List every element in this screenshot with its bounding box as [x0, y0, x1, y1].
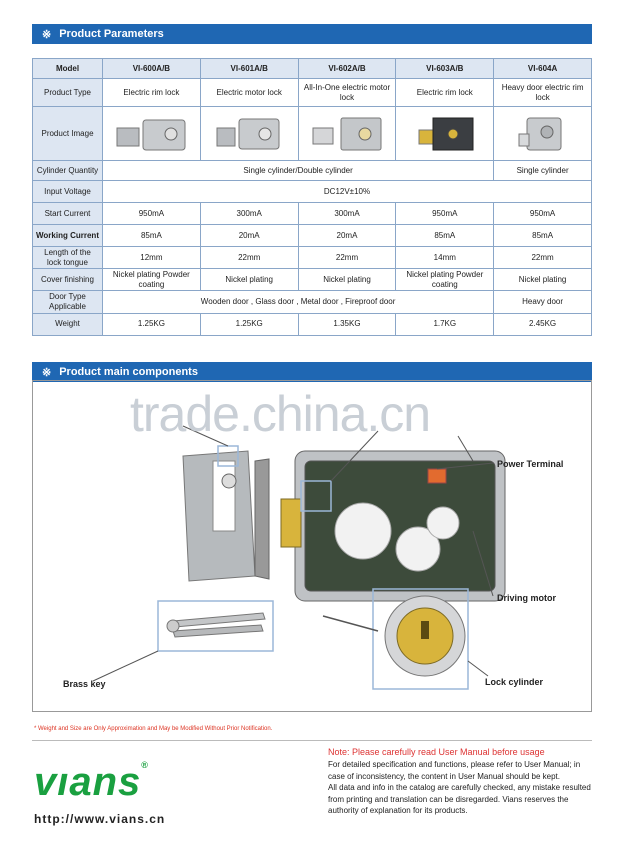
cylinder-cell: Single cylinder — [494, 161, 592, 181]
cylinder-cell: Single cylinder/Double cylinder — [103, 161, 494, 181]
product-image — [494, 107, 592, 161]
weight-cell: 1.25KG — [200, 313, 298, 335]
type-cell: Electric rim lock — [396, 79, 494, 107]
cover-cell: Nickel plating — [494, 269, 592, 291]
voltage-cell: DC12V±10% — [103, 181, 592, 203]
brand-logo — [34, 760, 149, 805]
table-row — [33, 247, 592, 269]
notice-title: Note: Please carefully read User Manual before usage — [328, 747, 545, 757]
lock-image — [501, 114, 585, 154]
table-row — [33, 291, 592, 313]
weight-cell: 1.35KG — [298, 313, 396, 335]
model-cell: VI-601A/B — [200, 59, 298, 79]
section-title: Product main components — [59, 366, 198, 378]
door-type-cell: Heavy door — [494, 291, 592, 313]
type-cell: All-In-One electric motor lock — [298, 79, 396, 107]
model-cell: VI-602A/B — [298, 59, 396, 79]
start-current-cell: 950mA — [494, 203, 592, 225]
parameters-table — [32, 58, 592, 336]
lock-image — [305, 114, 389, 154]
type-cell: Heavy door electric rim lock — [494, 79, 592, 107]
table-row — [33, 203, 592, 225]
website-url[interactable]: http://www.vians.cn — [34, 812, 166, 826]
cover-cell: Nickel plating — [200, 269, 298, 291]
label-driving-motor: Driving motor — [497, 593, 557, 603]
label-lock-cylinder: Lock cylinder — [485, 677, 544, 687]
brand-logo-text: vıans — [34, 760, 142, 804]
cover-cell: Nickel plating — [298, 269, 396, 291]
cover-cell: Nickel plating Powder coating — [103, 269, 201, 291]
tongue-cell: 22mm — [200, 247, 298, 269]
lock-image — [207, 114, 291, 154]
product-image — [396, 107, 494, 161]
row-label-cylinder: Cylinder Quantity — [33, 161, 103, 181]
row-label-image: Product Image — [33, 107, 103, 161]
cover-cell: Nickel plating Powder coating — [396, 269, 494, 291]
section-header-parameters — [32, 24, 592, 44]
table-row — [33, 59, 592, 79]
start-current-cell: 300mA — [200, 203, 298, 225]
registered-mark: ® — [141, 760, 149, 770]
table-row — [33, 107, 592, 161]
type-cell: Electric rim lock — [103, 79, 201, 107]
tongue-cell: 22mm — [494, 247, 592, 269]
row-label-type: Product Type — [33, 79, 103, 107]
row-label-working-current: Working Current — [33, 225, 103, 247]
type-cell: Electric motor lock — [200, 79, 298, 107]
start-current-cell: 300mA — [298, 203, 396, 225]
row-label-voltage: Input Voltage — [33, 181, 103, 203]
row-label-weight: Weight — [33, 313, 103, 335]
tongue-cell: 12mm — [103, 247, 201, 269]
row-label-model: Model — [33, 59, 103, 79]
working-current-cell: 20mA — [200, 225, 298, 247]
lock-image — [109, 114, 193, 154]
table-row — [33, 269, 592, 291]
weight-cell: 1.25KG — [103, 313, 201, 335]
label-power-terminal: Power Terminal — [497, 459, 564, 469]
working-current-cell: 85mA — [103, 225, 201, 247]
row-label-door-type: Door Type Applicable — [33, 291, 103, 313]
row-label-cover: Cover finishing — [33, 269, 103, 291]
divider — [32, 740, 592, 741]
label-brass-key: Brass key — [63, 679, 106, 689]
model-cell: VI-604A — [494, 59, 592, 79]
product-image — [200, 107, 298, 161]
tongue-cell: 22mm — [298, 247, 396, 269]
weight-cell: 1.7KG — [396, 313, 494, 335]
door-type-cell: Wooden door , Glass door , Metal door , Fireproof door — [103, 291, 494, 313]
weight-cell: 2.45KG — [494, 313, 592, 335]
working-current-cell: 20mA — [298, 225, 396, 247]
footnote: * Weight and Size are Only Approximation and May be Modified Without Prior Notification. — [34, 726, 273, 732]
section-header-components — [32, 362, 592, 382]
table-row — [33, 181, 592, 203]
lock-image — [403, 114, 487, 154]
model-cell: VI-603A/B — [396, 59, 494, 79]
start-current-cell: 950mA — [396, 203, 494, 225]
watermark: trade.china.cn — [130, 386, 431, 442]
table-row — [33, 79, 592, 107]
table-row — [33, 225, 592, 247]
table-row — [33, 313, 592, 335]
tongue-cell: 14mm — [396, 247, 494, 269]
working-current-cell: 85mA — [396, 225, 494, 247]
notice-text: All data and info in the catalog are carefully checked, any mistake resulted from printing and translation can be disregarded. Vians reserves the authority of explanation for its products. — [328, 783, 591, 816]
row-label-tongue: Length of the lock tongue — [33, 247, 103, 269]
product-image — [103, 107, 201, 161]
working-current-cell: 85mA — [494, 225, 592, 247]
model-cell: VI-600A/B — [103, 59, 201, 79]
asterisk-mark: ※ — [42, 28, 52, 41]
table-row — [33, 161, 592, 181]
product-image — [298, 107, 396, 161]
row-label-start-current: Start Current — [33, 203, 103, 225]
start-current-cell: 950mA — [103, 203, 201, 225]
asterisk-mark: ※ — [42, 366, 52, 379]
notice-text: For detailed specification and functions, please refer to User Manual; in case of inconsistency, the content in User Manual should be kept. — [328, 760, 581, 781]
notice-block — [328, 746, 598, 817]
section-title: Product Parameters — [59, 28, 164, 40]
